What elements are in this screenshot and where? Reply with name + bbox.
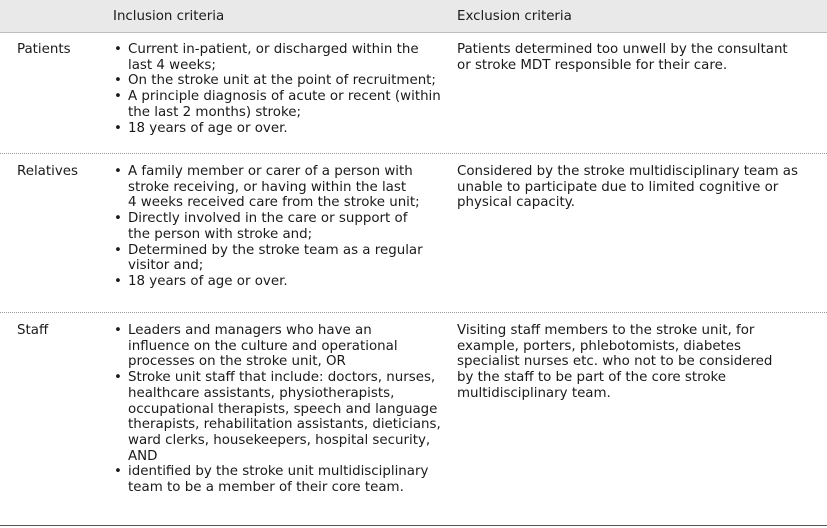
exclusion-text-staff: Visiting staff members to the stroke unit, for example, porters, phlebotomists, diabetes specialist nurses etc. who not to be considered by the staff to be part of the core stroke multidisciplinary team. (457, 323, 773, 401)
inclusion-item: • A principle diagnosis of acute or recent (within the last 2 months) stroke; (113, 89, 458, 120)
exclusion-text-relatives: Considered by the stroke multidisciplinary team as unable to participate due to limited cognitive or physical capacity. (457, 164, 798, 211)
inclusion-item: • Current in-patient, or discharged within the last 4 weeks; (113, 42, 458, 73)
inclusion-item: • Stroke unit staff that include: doctors, nurses, healthcare assistants, physiotherapists, occupational therapists, speech and language therapists, rehabilitation assistants, dieticians, ward clerks, housekeepers, hospital security, AND (113, 370, 458, 464)
inclusion-item: • Determined by the stroke team as a regular visitor and; (113, 243, 458, 274)
row-label-patients: Patients (17, 42, 71, 57)
header-inclusion: Inclusion criteria (113, 9, 225, 24)
inclusion-item: • identified by the stroke unit multidisciplinary team to be a member of their core team. (113, 464, 458, 495)
inclusion-list-relatives (113, 164, 458, 290)
inclusion-item: • 18 years of age or over. (113, 274, 458, 290)
table-row-relatives (0, 154, 827, 313)
inclusion-item: • A family member or carer of a person with stroke receiving, or having within the last 4 weeks received care from the stroke unit; (113, 164, 458, 211)
table-header (0, 0, 827, 33)
inclusion-list-staff (113, 323, 458, 496)
header-exclusion: Exclusion criteria (457, 9, 572, 24)
table-row-patients (0, 32, 827, 154)
inclusion-item: • 18 years of age or over. (113, 121, 458, 137)
inclusion-list-patients (113, 42, 458, 136)
inclusion-item: • Directly involved in the care or support of the person with stroke and; (113, 211, 458, 242)
inclusion-item: • On the stroke unit at the point of recruitment; (113, 73, 458, 89)
table-row-staff (0, 313, 827, 526)
row-label-staff: Staff (17, 323, 49, 338)
exclusion-text-patients: Patients determined too unwell by the consultant or stroke MDT responsible for their care. (457, 42, 788, 73)
row-label-relatives: Relatives (17, 164, 78, 179)
inclusion-item: • Leaders and managers who have an influence on the culture and operational processes on the stroke unit, OR (113, 323, 458, 370)
